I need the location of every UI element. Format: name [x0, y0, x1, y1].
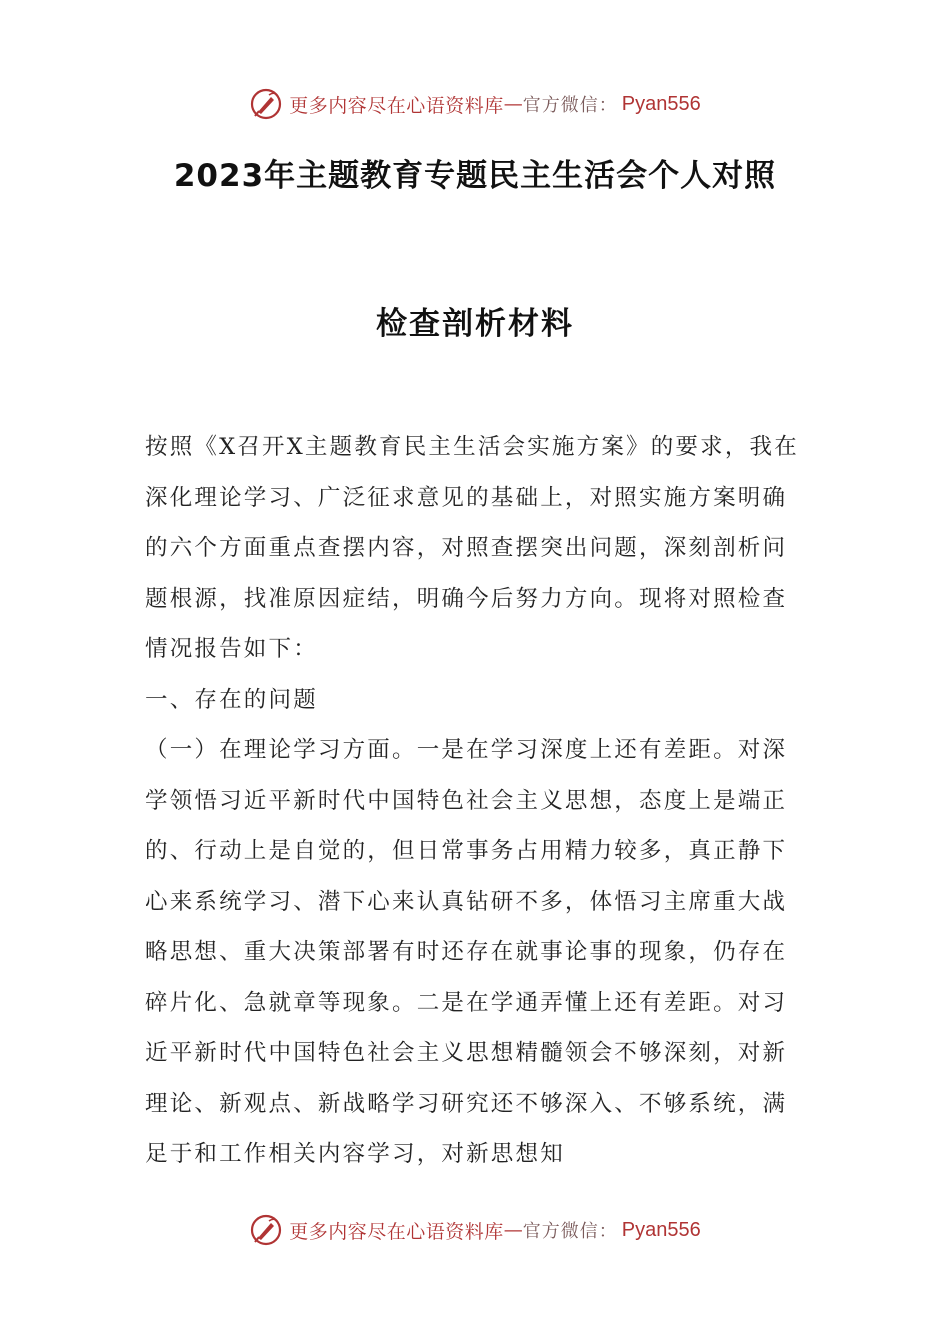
pen-logo-icon	[249, 1213, 283, 1247]
watermark-brand: 更多内容尽在心语资料库	[289, 1220, 504, 1243]
watermark-separator: —	[503, 1219, 523, 1241]
watermark-wechat-id: Pyan556	[621, 92, 701, 115]
watermark-brand: 更多内容尽在心语资料库	[289, 94, 504, 117]
watermark-official: 官方微信：	[522, 1221, 618, 1242]
pen-logo-icon	[249, 87, 283, 121]
watermark-wechat-id: Pyan556	[621, 1218, 701, 1241]
section-heading: 一、存在的问题	[145, 686, 318, 713]
watermark-official: 官方微信：	[522, 95, 618, 116]
watermark-banner-bottom	[0, 1210, 950, 1250]
watermark-banner-top	[0, 84, 950, 124]
intro-paragraph: 按照《X召开X主题教育民主生活会实施方案》的要求，我在深化理论学习、广泛征求意见的基础上，对照实施方案明确的六个方面重点查摆内容，对照查摆突出问题，深刻剖析问题根源，找准原因症结，明确今后努力方向。现将对照检查情况报告如下：	[145, 434, 799, 662]
watermark-separator: —	[503, 93, 523, 115]
document-title-line2: 检查剖析材料	[376, 306, 574, 342]
document-body	[145, 422, 810, 1180]
document-title-line1: 2023年主题教育专题民主生活会个人对照	[173, 158, 777, 194]
section-paragraph: （一）在理论学习方面。一是在学习深度上还有差距。对深学领悟习近平新时代中国特色社会主义思想，态度上是端正的、行动上是自觉的，但日常事务占用精力较多，真正静下心来系统学习、潜下心来认真钻研不多，体悟习主席重大战略思想、重大决策部署有时还存在就事论事的现象，仍存在碎片化、急就章等现象。二是在学通弄懂上还有差距。对习近平新时代中国特色社会主义思想精髓领会不够深刻，对新理论、新观点、新战略学习研究还不够深入、不够系统，满足于和工作相关内容学习，对新思想知	[145, 737, 788, 1167]
